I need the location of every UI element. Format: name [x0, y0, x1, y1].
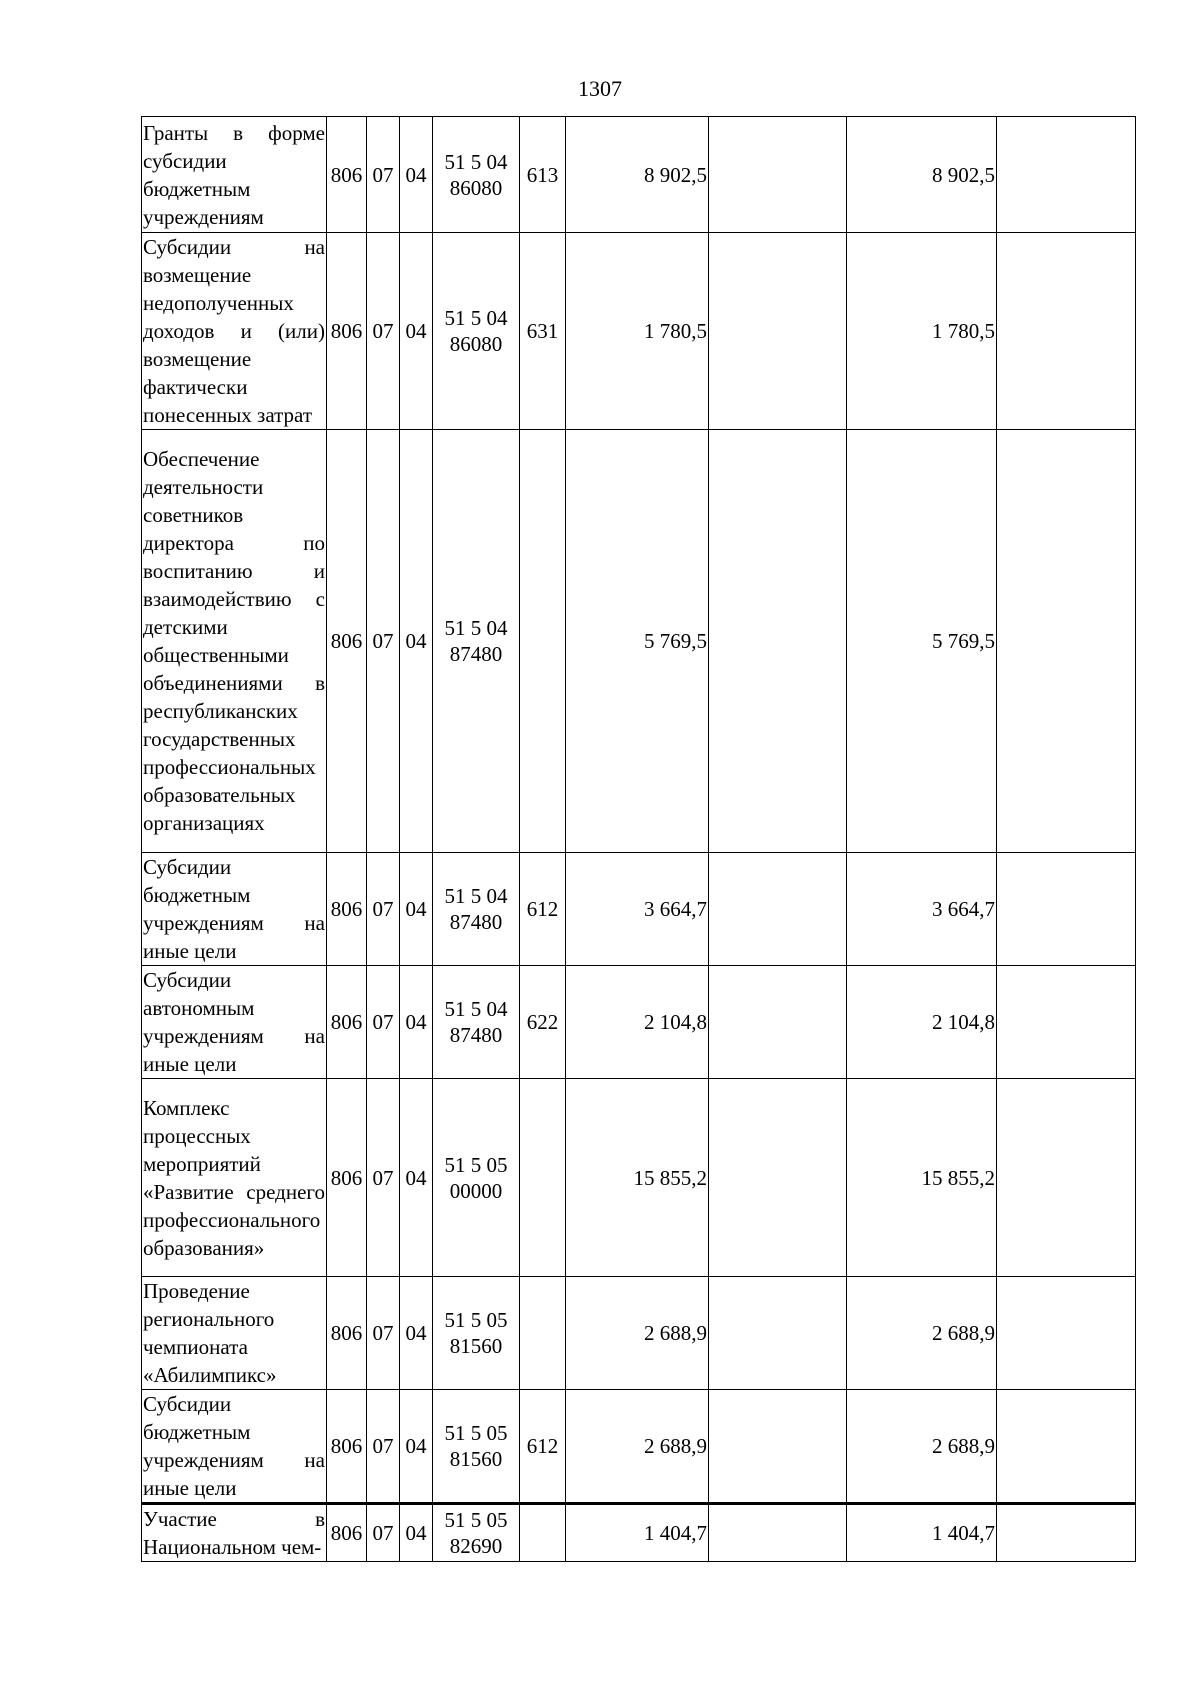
target-article-code-part-2: 86080	[449, 175, 503, 200]
target-article-code-part-2: 87480	[449, 1023, 503, 1047]
target-article-code	[433, 1504, 520, 1562]
target-article-code-part-1: 51 5 05	[444, 1508, 508, 1532]
amount-2	[709, 1277, 847, 1390]
expense-type-code: 612	[520, 853, 566, 966]
amount-2	[709, 1390, 847, 1504]
amount-1: 5 769,5	[566, 430, 709, 853]
target-article-code-part-2: 82690	[449, 1534, 503, 1558]
amount-1: 2 104,8	[566, 966, 709, 1079]
table-body	[142, 117, 1136, 1562]
amount-1: 1 780,5	[566, 233, 709, 430]
table-row	[142, 1079, 1136, 1277]
expense-type-code	[520, 1504, 566, 1562]
expense-type-code	[520, 1079, 566, 1277]
table-row	[142, 1390, 1136, 1504]
target-article-code-part-2: 00000	[449, 1178, 503, 1203]
target-article-code-part-1: 51 5 04	[444, 149, 508, 174]
amount-2	[709, 117, 847, 233]
table-row	[142, 1504, 1136, 1562]
amount-4	[997, 430, 1136, 853]
amount-1: 8 902,5	[566, 117, 709, 233]
section-code: 07	[367, 966, 400, 1079]
amount-2	[709, 1504, 847, 1562]
amount-2	[709, 1079, 847, 1277]
expense-type-code: 631	[520, 233, 566, 430]
amount-3: 1 780,5	[847, 233, 997, 430]
section-code: 07	[367, 1277, 400, 1390]
section-code: 07	[367, 117, 400, 233]
subsection-code: 04	[400, 1277, 433, 1390]
target-article-code	[433, 966, 520, 1079]
target-article-code-part-2: 86080	[449, 332, 503, 356]
target-article-code	[433, 233, 520, 430]
ministry-code: 806	[327, 1079, 367, 1277]
subsection-code: 04	[400, 1079, 433, 1277]
subsection-code: 04	[400, 117, 433, 233]
section-code: 07	[367, 1390, 400, 1504]
subsection-code: 04	[400, 1504, 433, 1562]
amount-2	[709, 430, 847, 853]
amount-4	[997, 966, 1136, 1079]
target-article-code-part-1: 51 5 04	[444, 997, 508, 1021]
amount-4	[997, 853, 1136, 966]
amount-3: 3 664,7	[847, 853, 997, 966]
amount-4	[997, 1504, 1136, 1562]
ministry-code: 806	[327, 1277, 367, 1390]
amount-4	[997, 117, 1136, 233]
expense-type-code	[520, 430, 566, 853]
amount-4	[997, 1277, 1136, 1390]
target-article-code-part-1: 51 5 04	[444, 616, 508, 640]
amount-4	[997, 233, 1136, 430]
amount-3: 1 404,7	[847, 1504, 997, 1562]
target-article-code	[433, 1390, 520, 1504]
amount-3: 2 688,9	[847, 1390, 997, 1504]
amount-2	[709, 853, 847, 966]
amount-4	[997, 1079, 1136, 1277]
amount-3: 8 902,5	[847, 117, 997, 233]
row-name: Субсидии бюджетным учреждениям на иные цели	[142, 853, 327, 966]
amount-4	[997, 1390, 1136, 1504]
row-name: Гранты в форме субсидии бюджетным учреждениям	[142, 117, 327, 233]
ministry-code: 806	[327, 430, 367, 853]
budget-table	[141, 116, 1136, 1562]
subsection-code: 04	[400, 1390, 433, 1504]
amount-3: 2 688,9	[847, 1277, 997, 1390]
table-row	[142, 233, 1136, 430]
amount-1: 1 404,7	[566, 1504, 709, 1562]
target-article-code-part-2: 87480	[449, 910, 503, 934]
ministry-code: 806	[327, 853, 367, 966]
section-code: 07	[367, 233, 400, 430]
amount-1: 3 664,7	[566, 853, 709, 966]
subsection-code: 04	[400, 430, 433, 853]
amount-1: 2 688,9	[566, 1277, 709, 1390]
target-article-code	[433, 1277, 520, 1390]
ministry-code: 806	[327, 1390, 367, 1504]
expense-type-code	[520, 1277, 566, 1390]
amount-1: 2 688,9	[566, 1390, 709, 1504]
section-code: 07	[367, 1504, 400, 1562]
table-row	[142, 117, 1136, 233]
amount-1: 15 855,2	[566, 1079, 709, 1277]
amount-3: 5 769,5	[847, 430, 997, 853]
target-article-code-part-1: 51 5 04	[444, 884, 508, 908]
ministry-code: 806	[327, 233, 367, 430]
table-row	[142, 853, 1136, 966]
row-name: Проведение регионального чемпионата «Абилимпикс»	[142, 1277, 327, 1390]
target-article-code-part-1: 51 5 05	[444, 1308, 508, 1332]
section-code: 07	[367, 430, 400, 853]
table-row	[142, 966, 1136, 1079]
ministry-code: 806	[327, 966, 367, 1079]
target-article-code-part-1: 51 5 04	[444, 306, 508, 330]
subsection-code: 04	[400, 966, 433, 1079]
target-article-code-part-2: 87480	[449, 642, 503, 666]
page-number: 1307	[578, 76, 622, 101]
table-row	[142, 1277, 1136, 1390]
target-article-code	[433, 853, 520, 966]
section-code: 07	[367, 853, 400, 966]
target-article-code	[433, 117, 520, 233]
ministry-code: 806	[327, 1504, 367, 1562]
subsection-code: 04	[400, 853, 433, 966]
target-article-code-part-1: 51 5 05	[444, 1152, 508, 1177]
expense-type-code: 612	[520, 1390, 566, 1504]
row-name: Участие в Национальном чем-	[142, 1504, 327, 1562]
section-code: 07	[367, 1079, 400, 1277]
row-name: Субсидии бюджетным учреждениям на иные цели	[142, 1390, 327, 1504]
target-article-code-part-1: 51 5 05	[444, 1421, 508, 1445]
row-name: Обеспечение деятельности советников директора по воспитанию и взаимодействию с детскими общественными объединениями в республиканских государственных профессиональных образовательных организациях	[142, 430, 327, 853]
row-name: Субсидии на возмещение недополученных доходов и (или) возмещение фактически понесенных затрат	[142, 233, 327, 430]
table-row	[142, 430, 1136, 853]
amount-2	[709, 966, 847, 1079]
amount-3: 2 104,8	[847, 966, 997, 1079]
expense-type-code: 613	[520, 117, 566, 233]
row-name: Субсидии автономным учреждениям на иные цели	[142, 966, 327, 1079]
amount-2	[709, 233, 847, 430]
target-article-code	[433, 1079, 520, 1277]
expense-type-code: 622	[520, 966, 566, 1079]
subsection-code: 04	[400, 233, 433, 430]
amount-3: 15 855,2	[847, 1079, 997, 1277]
ministry-code: 806	[327, 117, 367, 233]
target-article-code-part-2: 81560	[449, 1447, 503, 1471]
row-name: Комплекс процессных мероприятий «Развитие среднего профессионального образования»	[142, 1079, 327, 1277]
target-article-code	[433, 430, 520, 853]
target-article-code-part-2: 81560	[449, 1334, 503, 1358]
